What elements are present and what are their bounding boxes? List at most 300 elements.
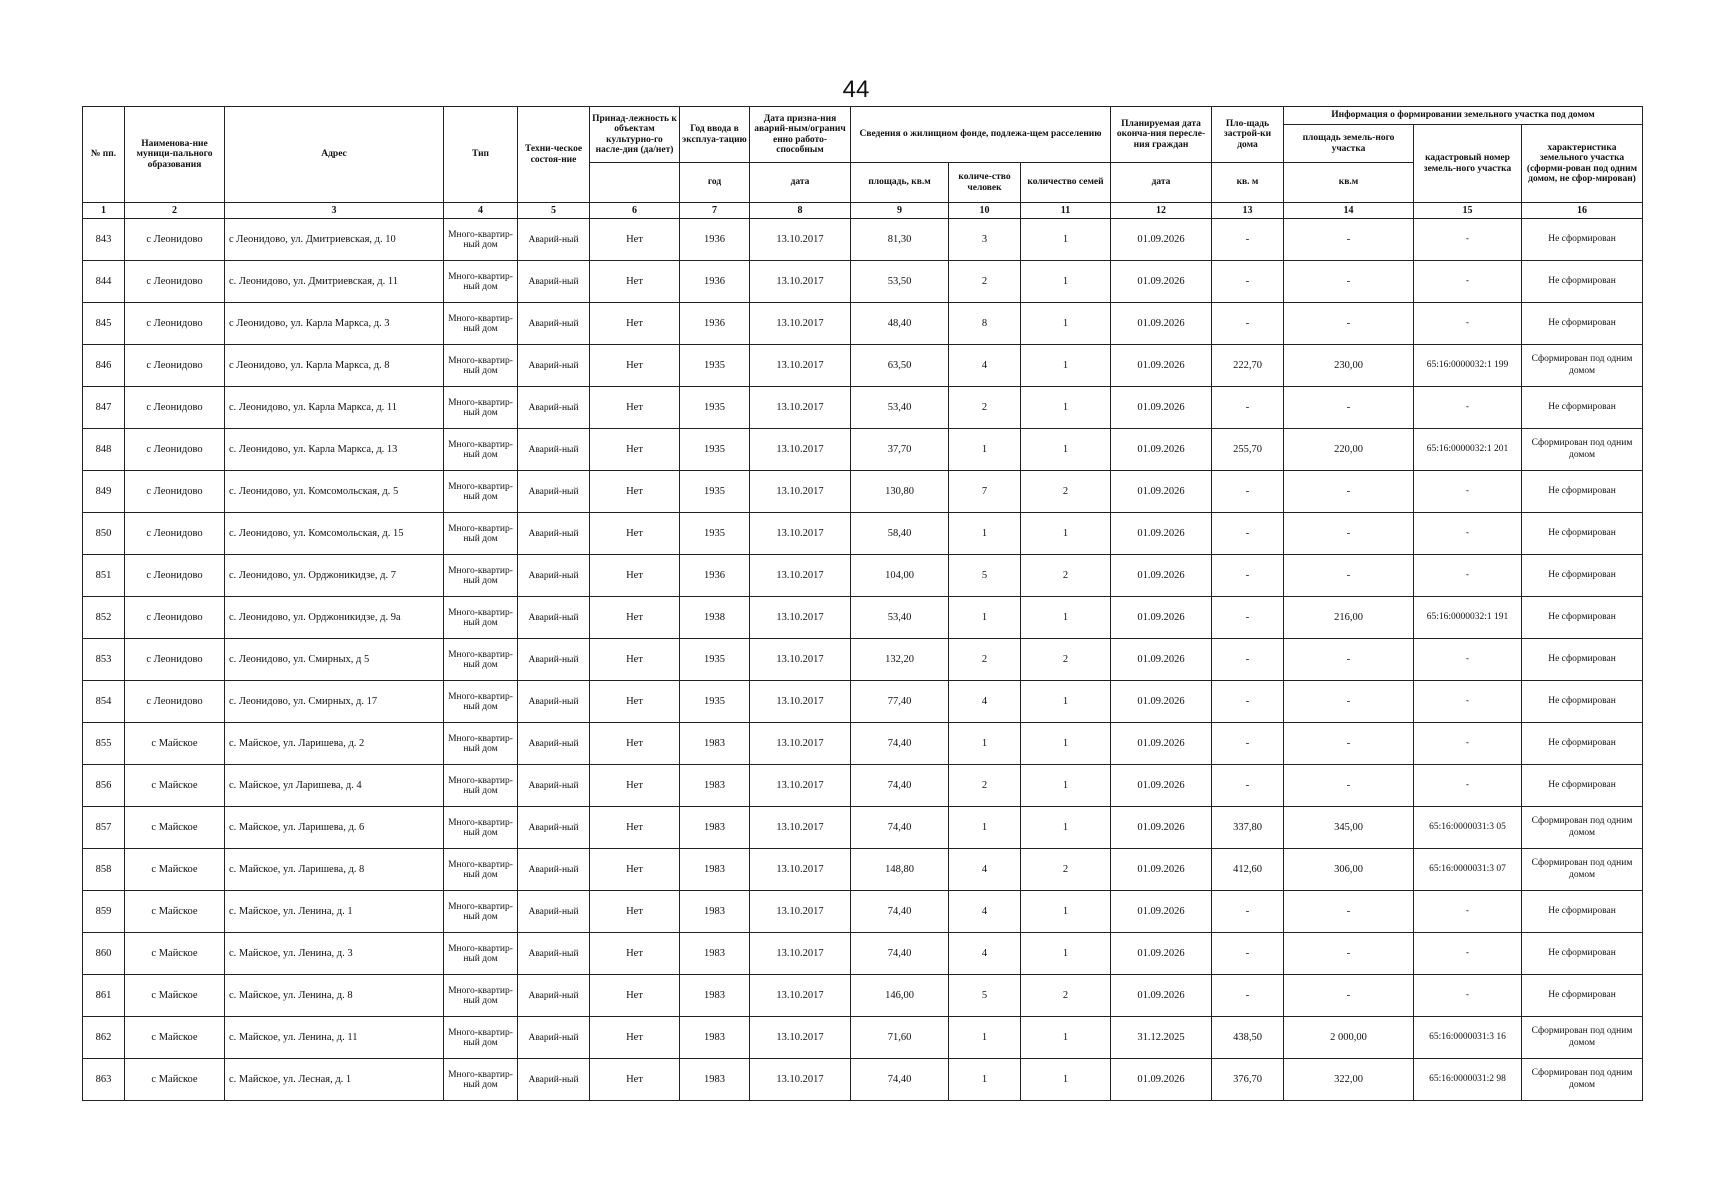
header-land-info: Информация о формировании земельного участка под домом [1284,107,1643,125]
column-number: 15 [1414,203,1522,219]
built-area-cell: - [1212,765,1284,807]
municipality-cell: с Майское [125,807,225,849]
heritage-cell: Нет [590,1059,680,1101]
address-cell: с. Леонидово, ул. Карла Маркса, д. 13 [225,429,444,471]
built-area-cell: - [1212,597,1284,639]
built-area-cell: - [1212,639,1284,681]
heritage-cell: Нет [590,765,680,807]
land-area-cell: 345,00 [1284,807,1414,849]
living-area-cell: 63,50 [851,345,949,387]
heritage-cell: Нет [590,303,680,345]
land-area-cell: - [1284,933,1414,975]
house-type-cell: Много-квартир-ный дом [444,807,518,849]
table-row [83,723,1643,765]
families-cell: 2 [1021,555,1111,597]
land-status-cell: Не сформирован [1522,891,1643,933]
emergency-date-cell: 13.10.2017 [750,849,851,891]
year-cell: 1935 [680,345,750,387]
house-type-cell: Много-квартир-ный дом [444,765,518,807]
cadastral-number-cell: - [1414,765,1522,807]
persons-cell: 2 [949,639,1021,681]
heritage-cell: Нет [590,513,680,555]
land-status-cell: Не сформирован [1522,933,1643,975]
row-number-cell: 855 [83,723,125,765]
planned-date-cell: 01.09.2026 [1111,891,1212,933]
persons-cell: 8 [949,303,1021,345]
column-number: 9 [851,203,949,219]
land-status-cell: Не сформирован [1522,513,1643,555]
living-area-cell: 53,40 [851,387,949,429]
table-row [83,849,1643,891]
land-status-cell: Сформирован под одним домом [1522,1059,1643,1101]
row-number-cell: 849 [83,471,125,513]
header-families: количество семей [1021,163,1111,203]
table-row [83,1017,1643,1059]
house-type-cell: Много-квартир-ный дом [444,387,518,429]
tech-state-cell: Аварий-ный [518,807,590,849]
municipality-cell: с Майское [125,765,225,807]
families-cell: 2 [1021,975,1111,1017]
column-number: 11 [1021,203,1111,219]
address-cell: с. Леонидово, ул. Смирных, д 5 [225,639,444,681]
column-number-row [83,203,1643,219]
land-area-cell: - [1284,555,1414,597]
land-area-cell: - [1284,303,1414,345]
municipality-cell: с Леонидово [125,597,225,639]
year-cell: 1936 [680,555,750,597]
municipality-cell: с Майское [125,891,225,933]
families-cell: 1 [1021,681,1111,723]
municipality-cell: с Леонидово [125,681,225,723]
planned-date-cell: 01.09.2026 [1111,639,1212,681]
municipality-cell: с Майское [125,723,225,765]
planned-date-cell: 01.09.2026 [1111,345,1212,387]
living-area-cell: 104,00 [851,555,949,597]
year-cell: 1935 [680,429,750,471]
land-status-cell: Не сформирован [1522,219,1643,261]
living-area-cell: 74,40 [851,891,949,933]
living-area-cell: 53,50 [851,261,949,303]
municipality-cell: с Леонидово [125,219,225,261]
address-cell: с. Майское, ул. Ларишева, д. 6 [225,807,444,849]
cadastral-number-cell: 65:16:0000031:3 05 [1414,807,1522,849]
persons-cell: 1 [949,807,1021,849]
built-area-cell: - [1212,975,1284,1017]
emergency-date-cell: 13.10.2017 [750,723,851,765]
living-area-cell: 58,40 [851,513,949,555]
living-area-cell: 74,40 [851,933,949,975]
cadastral-number-cell: 65:16:0000031:3 16 [1414,1017,1522,1059]
column-number: 8 [750,203,851,219]
land-status-cell: Не сформирован [1522,555,1643,597]
cadastral-number-cell: - [1414,387,1522,429]
persons-cell: 4 [949,345,1021,387]
families-cell: 1 [1021,891,1111,933]
header-type: Тип [444,107,518,203]
land-status-cell: Не сформирован [1522,681,1643,723]
row-number-cell: 844 [83,261,125,303]
column-number: 2 [125,203,225,219]
row-number-cell: 859 [83,891,125,933]
table-row [83,555,1643,597]
municipality-cell: с Майское [125,849,225,891]
table-row [83,429,1643,471]
planned-date-cell: 01.09.2026 [1111,849,1212,891]
land-area-cell: - [1284,387,1414,429]
cadastral-number-cell: - [1414,681,1522,723]
land-area-cell: - [1284,219,1414,261]
row-number-cell: 858 [83,849,125,891]
land-area-cell: 216,00 [1284,597,1414,639]
cadastral-number-cell: - [1414,261,1522,303]
table-row [83,975,1643,1017]
families-cell: 1 [1021,513,1111,555]
families-cell: 1 [1021,261,1111,303]
header-municipality: Наименова-ние муници-пального образования [125,107,225,203]
emergency-date-cell: 13.10.2017 [750,891,851,933]
tech-state-cell: Аварий-ный [518,345,590,387]
column-number: 12 [1111,203,1212,219]
header-unit-heritage-blank [590,163,680,203]
land-status-cell: Не сформирован [1522,387,1643,429]
municipality-cell: с Леонидово [125,471,225,513]
living-area-cell: 77,40 [851,681,949,723]
house-type-cell: Много-квартир-ный дом [444,345,518,387]
row-number-cell: 848 [83,429,125,471]
planned-date-cell: 01.09.2026 [1111,765,1212,807]
built-area-cell: 337,80 [1212,807,1284,849]
year-cell: 1936 [680,303,750,345]
year-cell: 1983 [680,723,750,765]
emergency-date-cell: 13.10.2017 [750,1017,851,1059]
land-status-cell: Не сформирован [1522,975,1643,1017]
emergency-date-cell: 13.10.2017 [750,387,851,429]
persons-cell: 2 [949,261,1021,303]
header-land-char: характеристика земельного участка (сформи-рован под одним домом, не сфор-мирован) [1522,125,1643,203]
built-area-cell: - [1212,723,1284,765]
persons-cell: 1 [949,1017,1021,1059]
house-type-cell: Много-квартир-ный дом [444,933,518,975]
land-area-cell: 2 000,00 [1284,1017,1414,1059]
table-row [83,765,1643,807]
column-number: 6 [590,203,680,219]
built-area-cell: 255,70 [1212,429,1284,471]
header-unit-date2: дата [1111,163,1212,203]
emergency-date-cell: 13.10.2017 [750,303,851,345]
families-cell: 1 [1021,387,1111,429]
address-cell: с. Майское, ул. Ленина, д. 1 [225,891,444,933]
persons-cell: 1 [949,723,1021,765]
year-cell: 1983 [680,891,750,933]
row-number-cell: 862 [83,1017,125,1059]
built-area-cell: - [1212,219,1284,261]
heritage-cell: Нет [590,933,680,975]
cadastral-number-cell: 65:16:0000032:1 199 [1414,345,1522,387]
land-status-cell: Сформирован под одним домом [1522,345,1643,387]
persons-cell: 5 [949,975,1021,1017]
planned-date-cell: 01.09.2026 [1111,723,1212,765]
house-type-cell: Много-квартир-ный дом [444,681,518,723]
row-number-cell: 846 [83,345,125,387]
year-cell: 1983 [680,1059,750,1101]
municipality-cell: с Леонидово [125,555,225,597]
land-area-cell: - [1284,639,1414,681]
planned-date-cell: 01.09.2026 [1111,429,1212,471]
built-area-cell: 438,50 [1212,1017,1284,1059]
built-area-cell: - [1212,891,1284,933]
heritage-cell: Нет [590,597,680,639]
planned-date-cell: 01.09.2026 [1111,261,1212,303]
land-area-cell: 220,00 [1284,429,1414,471]
year-cell: 1983 [680,849,750,891]
planned-date-cell: 01.09.2026 [1111,681,1212,723]
house-type-cell: Много-квартир-ный дом [444,429,518,471]
built-area-cell: - [1212,681,1284,723]
built-area-cell: - [1212,387,1284,429]
planned-date-cell: 01.09.2026 [1111,303,1212,345]
column-number: 5 [518,203,590,219]
heritage-cell: Нет [590,219,680,261]
families-cell: 1 [1021,597,1111,639]
table-header [83,107,1643,219]
land-status-cell: Сформирован под одним домом [1522,1017,1643,1059]
heritage-cell: Нет [590,975,680,1017]
table-row [83,387,1643,429]
heritage-cell: Нет [590,807,680,849]
persons-cell: 4 [949,933,1021,975]
address-cell: с. Леонидово, ул. Карла Маркса, д. 11 [225,387,444,429]
land-status-cell: Не сформирован [1522,261,1643,303]
planned-date-cell: 01.09.2026 [1111,471,1212,513]
header-tech-state: Техни-ческое состоя-ние [518,107,590,203]
living-area-cell: 74,40 [851,723,949,765]
built-area-cell: - [1212,471,1284,513]
built-area-cell: - [1212,261,1284,303]
address-cell: с. Майское, ул. Ленина, д. 3 [225,933,444,975]
cadastral-number-cell: - [1414,303,1522,345]
living-area-cell: 148,80 [851,849,949,891]
header-no: № пп. [83,107,125,203]
persons-cell: 5 [949,555,1021,597]
table-row [83,303,1643,345]
emergency-date-cell: 13.10.2017 [750,765,851,807]
year-cell: 1935 [680,513,750,555]
row-number-cell: 857 [83,807,125,849]
living-area-cell: 74,40 [851,765,949,807]
row-number-cell: 851 [83,555,125,597]
header-land-area: площадь земель-ного участка [1284,125,1414,163]
land-status-cell: Не сформирован [1522,639,1643,681]
column-number: 10 [949,203,1021,219]
persons-cell: 2 [949,765,1021,807]
house-type-cell: Много-квартир-ный дом [444,849,518,891]
land-area-cell: - [1284,681,1414,723]
built-area-cell: 412,60 [1212,849,1284,891]
living-area-cell: 48,40 [851,303,949,345]
table-row [83,807,1643,849]
municipality-cell: с Леонидово [125,513,225,555]
header-address: Адрес [225,107,444,203]
living-area-cell: 74,40 [851,1059,949,1101]
built-area-cell: - [1212,303,1284,345]
tech-state-cell: Аварий-ный [518,261,590,303]
heritage-cell: Нет [590,723,680,765]
emergency-date-cell: 13.10.2017 [750,975,851,1017]
address-cell: с. Майское, ул. Лесная, д. 1 [225,1059,444,1101]
tech-state-cell: Аварий-ный [518,429,590,471]
families-cell: 1 [1021,807,1111,849]
land-status-cell: Сформирован под одним домом [1522,429,1643,471]
families-cell: 1 [1021,1017,1111,1059]
column-number: 14 [1284,203,1414,219]
row-number-cell: 854 [83,681,125,723]
planned-date-cell: 01.09.2026 [1111,807,1212,849]
land-area-cell: - [1284,471,1414,513]
persons-cell: 1 [949,513,1021,555]
land-status-cell: Сформирован под одним домом [1522,849,1643,891]
table-row [83,471,1643,513]
heritage-cell: Нет [590,387,680,429]
families-cell: 1 [1021,933,1111,975]
cadastral-number-cell: - [1414,639,1522,681]
persons-cell: 1 [949,429,1021,471]
living-area-cell: 74,40 [851,807,949,849]
land-status-cell: Не сформирован [1522,723,1643,765]
heritage-cell: Нет [590,345,680,387]
row-number-cell: 861 [83,975,125,1017]
row-number-cell: 843 [83,219,125,261]
header-heritage: Принад-лежность к объектам культурно-го насле-дия (да/нет) [590,107,680,163]
tech-state-cell: Аварий-ный [518,219,590,261]
emergency-date-cell: 13.10.2017 [750,429,851,471]
planned-date-cell: 01.09.2026 [1111,597,1212,639]
header-date-emergency: Дата призна-ния аварий-ным/огранич енно работо-способным [750,107,851,163]
address-cell: с. Леонидово, ул. Дмитриевская, д. 11 [225,261,444,303]
municipality-cell: с Леонидово [125,261,225,303]
families-cell: 1 [1021,303,1111,345]
address-cell: с Леонидово, ул. Карла Маркса, д. 3 [225,303,444,345]
tech-state-cell: Аварий-ный [518,597,590,639]
house-type-cell: Много-квартир-ный дом [444,471,518,513]
emergency-date-cell: 13.10.2017 [750,933,851,975]
built-area-cell: - [1212,555,1284,597]
house-type-cell: Много-квартир-ный дом [444,513,518,555]
living-area-cell: 71,60 [851,1017,949,1059]
land-status-cell: Не сформирован [1522,765,1643,807]
planned-date-cell: 01.09.2026 [1111,555,1212,597]
year-cell: 1983 [680,933,750,975]
address-cell: с. Леонидово, ул. Комсомольская, д. 15 [225,513,444,555]
emergency-date-cell: 13.10.2017 [750,681,851,723]
housing-register-table [82,106,1643,1101]
families-cell: 2 [1021,639,1111,681]
heritage-cell: Нет [590,1017,680,1059]
heritage-cell: Нет [590,261,680,303]
house-type-cell: Много-квартир-ный дом [444,975,518,1017]
emergency-date-cell: 13.10.2017 [750,555,851,597]
address-cell: с. Майское, ул. Ленина, д. 11 [225,1017,444,1059]
cadastral-number-cell: - [1414,975,1522,1017]
built-area-cell: 376,70 [1212,1059,1284,1101]
persons-cell: 2 [949,387,1021,429]
tech-state-cell: Аварий-ный [518,1017,590,1059]
header-area-sqm: площадь, кв.м [851,163,949,203]
municipality-cell: с Леонидово [125,639,225,681]
persons-cell: 4 [949,891,1021,933]
emergency-date-cell: 13.10.2017 [750,345,851,387]
year-cell: 1935 [680,387,750,429]
emergency-date-cell: 13.10.2017 [750,597,851,639]
municipality-cell: с Леонидово [125,429,225,471]
living-area-cell: 146,00 [851,975,949,1017]
families-cell: 1 [1021,723,1111,765]
municipality-cell: с Майское [125,1017,225,1059]
land-area-cell: 306,00 [1284,849,1414,891]
row-number-cell: 863 [83,1059,125,1101]
cadastral-number-cell: - [1414,219,1522,261]
tech-state-cell: Аварий-ный [518,387,590,429]
page-number: 44 [842,76,870,103]
row-number-cell: 847 [83,387,125,429]
heritage-cell: Нет [590,429,680,471]
header-built-area: Пло-щадь застрой-ки дома [1212,107,1284,163]
emergency-date-cell: 13.10.2017 [750,639,851,681]
header-persons: количе-ство человек [949,163,1021,203]
tech-state-cell: Аварий-ный [518,555,590,597]
families-cell: 1 [1021,1059,1111,1101]
header-year-commission: Год ввода в эксплуа-тацию [680,107,750,163]
land-area-cell: - [1284,261,1414,303]
table-row [83,681,1643,723]
row-number-cell: 856 [83,765,125,807]
families-cell: 1 [1021,765,1111,807]
address-cell: с. Майское, ул. Ларишева, д. 8 [225,849,444,891]
house-type-cell: Много-квартир-ный дом [444,1059,518,1101]
families-cell: 2 [1021,471,1111,513]
planned-date-cell: 01.09.2026 [1111,513,1212,555]
land-area-cell: - [1284,513,1414,555]
house-type-cell: Много-квартир-ный дом [444,303,518,345]
living-area-cell: 81,30 [851,219,949,261]
header-cadastral: кадастровый номер земель-ного участка [1414,125,1522,203]
header-planned-date: Планируемая дата оконча-ния пересле-ния граждан [1111,107,1212,163]
house-type-cell: Много-квартир-ный дом [444,597,518,639]
row-number-cell: 853 [83,639,125,681]
planned-date-cell: 31.12.2025 [1111,1017,1212,1059]
address-cell: с. Майское, ул. Ленина, д. 8 [225,975,444,1017]
cadastral-number-cell: 65:16:0000032:1 191 [1414,597,1522,639]
built-area-cell: - [1212,513,1284,555]
table-row [83,639,1643,681]
persons-cell: 1 [949,1059,1021,1101]
heritage-cell: Нет [590,639,680,681]
table-row [83,1059,1643,1101]
emergency-date-cell: 13.10.2017 [750,1059,851,1101]
tech-state-cell: Аварий-ный [518,303,590,345]
header-housing-info: Сведения о жилищном фонде, подлежа-щем расселению [851,107,1111,163]
tech-state-cell: Аварий-ный [518,1059,590,1101]
tech-state-cell: Аварий-ный [518,891,590,933]
year-cell: 1983 [680,807,750,849]
planned-date-cell: 01.09.2026 [1111,933,1212,975]
address-cell: с. Леонидово, ул. Смирных, д. 17 [225,681,444,723]
land-area-cell: - [1284,723,1414,765]
house-type-cell: Много-квартир-ный дом [444,723,518,765]
cadastral-number-cell: - [1414,723,1522,765]
column-number: 1 [83,203,125,219]
table-row [83,261,1643,303]
families-cell: 1 [1021,429,1111,471]
